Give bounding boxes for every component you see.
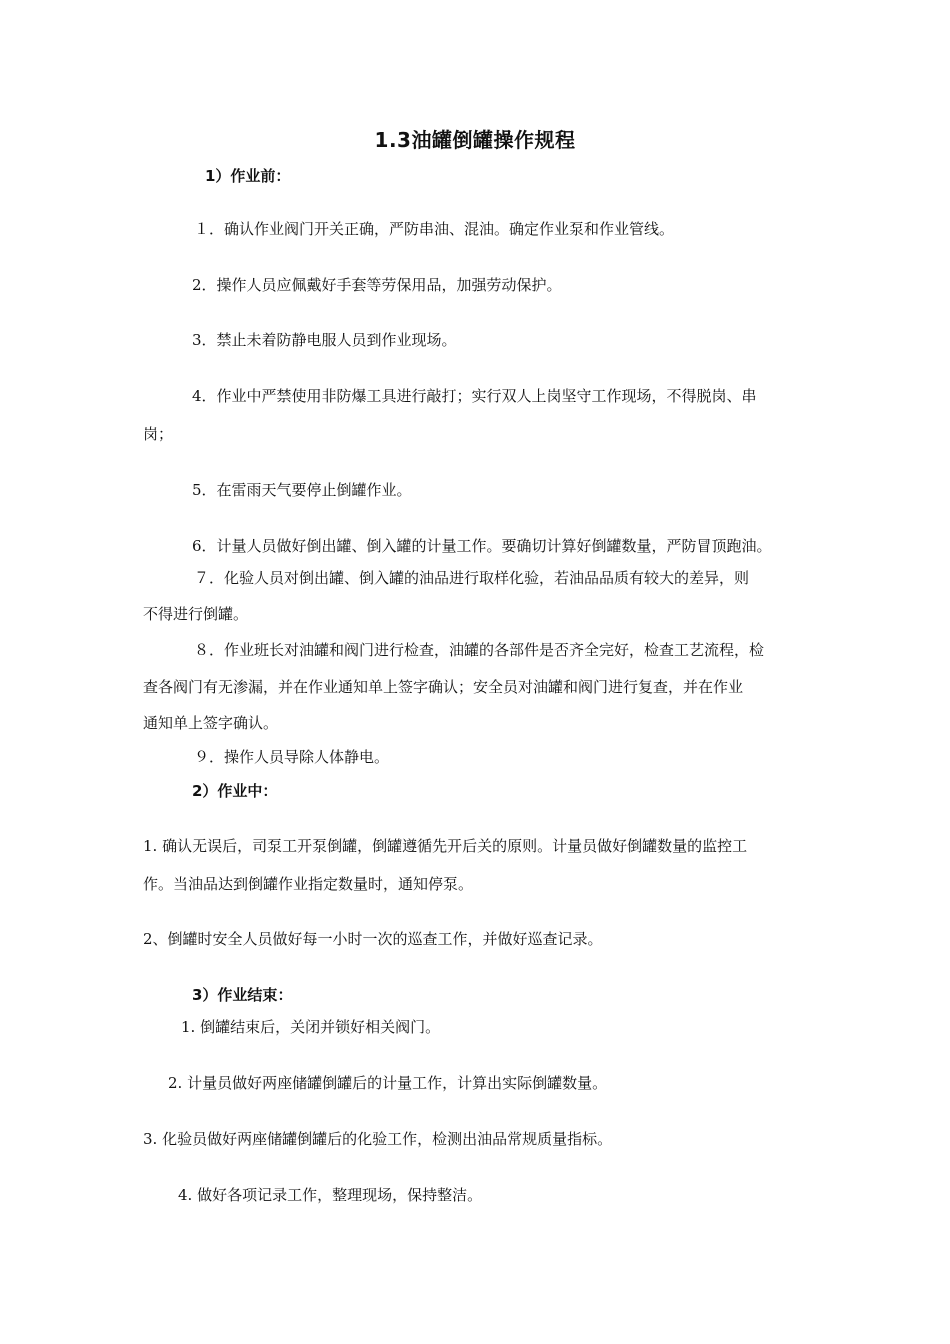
list-item: ７．化验人员对倒出罐、倒入罐的油品进行取样化验，若油品品质有较大的差异，则 xyxy=(194,569,750,587)
section-heading-during-operation: 2）作业中： xyxy=(192,782,278,800)
list-item-continuation: 通知单上签字确认。 xyxy=(143,714,279,732)
list-item: １．确认作业阀门开关正确，严防串油、混油。确定作业泵和作业管线。 xyxy=(194,220,675,238)
list-item: 4．作业中严禁使用非防爆工具进行敲打；实行双人上岗坚守工作现场，不得脱岗、串 xyxy=(192,387,757,405)
list-item: 5．在雷雨天气要停止倒罐作业。 xyxy=(192,481,412,499)
section-heading-after-operation: 3）作业结束： xyxy=(192,986,293,1004)
list-item: 4. 做好各项记录工作，整理现场，保持整洁。 xyxy=(178,1186,483,1204)
list-item: 3．禁止未着防静电服人员到作业现场。 xyxy=(192,331,457,349)
list-item-continuation: 岗； xyxy=(143,425,174,443)
list-item-continuation: 查各阀门有无渗漏，并在作业通知单上签字确认；安全员对油罐和阀门进行复查，并在作业 xyxy=(143,678,744,696)
section-heading-before-operation: 1）作业前： xyxy=(205,167,291,185)
document-title: 1.3油罐倒罐操作规程 xyxy=(374,128,576,152)
list-item: 3. 化验员做好两座储罐倒罐后的化验工作，检测出油品常规质量指标。 xyxy=(143,1130,613,1148)
list-item-continuation: 不得进行倒罐。 xyxy=(143,605,249,623)
list-item: 1. 确认无误后，司泵工开泵倒罐，倒罐遵循先开后关的原则。计量员做好倒罐数量的监控工 xyxy=(143,837,748,855)
list-item: 2、倒罐时安全人员做好每一小时一次的巡查工作，并做好巡查记录。 xyxy=(143,930,603,948)
list-item: 6．计量人员做好倒出罐、倒入罐的计量工作。要确切计算好倒罐数量，严防冒顶跑油。 xyxy=(192,537,772,555)
list-item: ９．操作人员导除人体静电。 xyxy=(194,748,390,766)
list-item: 2. 计量员做好两座储罐倒罐后的计量工作，计算出实际倒罐数量。 xyxy=(168,1074,608,1092)
list-item: 1. 倒罐结束后，关闭并锁好相关阀门。 xyxy=(181,1018,441,1036)
list-item: 2．操作人员应佩戴好手套等劳保用品，加强劳动保护。 xyxy=(192,276,562,294)
list-item-continuation: 作。当油品达到倒罐作业指定数量时，通知停泵。 xyxy=(143,875,474,893)
list-item: ８．作业班长对油罐和阀门进行检查，油罐的各部件是否齐全完好，检查工艺流程，检 xyxy=(194,641,765,659)
